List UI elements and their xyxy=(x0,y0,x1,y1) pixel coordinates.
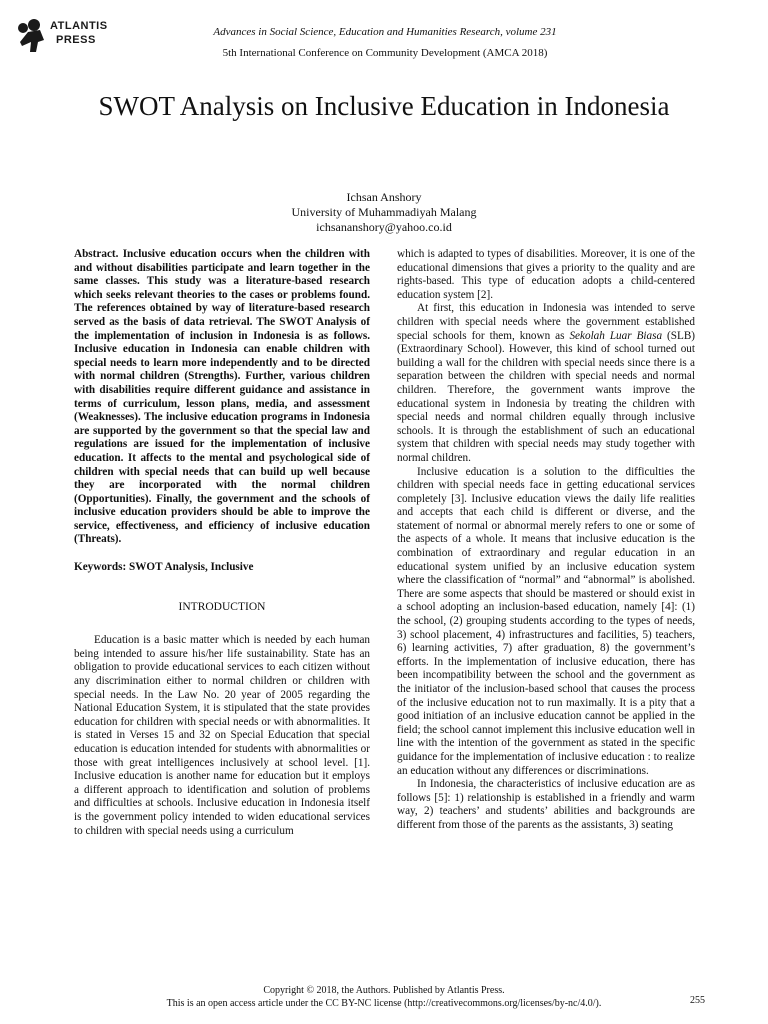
author-name: Ichsan Anshory xyxy=(346,190,422,204)
publisher-name-line1: ATLANTIS xyxy=(50,20,108,32)
author-block xyxy=(150,190,618,235)
left-column xyxy=(74,248,370,838)
page-number: 255 xyxy=(690,995,705,1006)
body-paragraph-2 xyxy=(397,302,695,465)
paragraph-2-text-b: (SLB) (Extraordinary School). However, this kind of school turned out building a wall for the children with special needs since there is a separation between the children with special needs and normal children. Therefore, the government wants improve the educational system in Indonesia by treating the children with special needs and normal children equally through inclusive schools. It is through the establishment of such an educational system that children with special needs may study together with normal children. xyxy=(397,329,696,464)
page-footer xyxy=(100,984,668,1010)
journal-header: Advances in Social Science, Education and Humanities Research, volume 231 xyxy=(213,26,557,38)
publisher-name-line2: PRESS xyxy=(56,34,96,46)
body-paragraph-1: which is adapted to types of disabilities. Moreover, it is one of the educational dimensions that gives a priority to the quality and are rights-based. This type of education adopts a child-centered education system [2]. xyxy=(397,248,695,301)
conference-header: 5th International Conference on Community Development (AMCA 2018) xyxy=(222,47,548,59)
body-paragraph-4: In Indonesia, the characteristics of inclusive education are as follows [5]: 1) relationship is established in a friendly and warm way, 2) teachers’ and students’ abilities and backgrounds are different from those of the parents as the assistants, 3) seating xyxy=(397,778,695,831)
author-affiliation: University of Muhammadiyah Malang xyxy=(291,205,477,219)
intro-paragraph: Education is a basic matter which is needed by each human being intended to assure his/her life sustainability. State has an obligation to provide educational services to each citizen without any discrimination either to normal children or children with special needs. In the Law No. 20 year of 2005 regarding the National Education System, it is stipulated that the state provides education for children with special needs or with abnormalities. It is stated in Verses 15 and 32 on Special Education that special education is education intended for students with abnormalities or those with great intelligences inclusively at school level. [1]. Inclusive education is another name for education but it employs a different approach to identification and solution of problems and difficulties at schools. Inclusive education in Indonesia itself is the government policy intended to widen educational services to children with special needs using a curriculum xyxy=(74,634,370,837)
copyright-line: Copyright © 2018, the Authors. Published by Atlantis Press. xyxy=(263,985,505,996)
paragraph-2-italic-term: Sekolah Luar Biasa xyxy=(569,329,663,342)
author-email: ichsananshory@yahoo.co.id xyxy=(316,220,452,234)
right-column xyxy=(397,248,695,833)
abstract: Abstract. Inclusive education occurs when the children with and without disabilities participate and learn together in the same classes. This study was a literature-based research which seeks relevant theories to the cases or problems found. The references obtained by way of literature-based research served as the basis of data retrieval. The SWOT Analysis of the implementation of inclusion in Indonesia is as follows. Inclusive education in Indonesia can enable children with special needs to learn more independently and to be directed with normal children (Strengths). Further, various children with disabilities require different guidance and assistance in terms of curriculum, lesson plans, media, and assessment (Weaknesses). The inclusive education programs in Indonesia are supported by the government so that the special law and regulations are issued for the implementation of inclusive education. It affects to the mental and psychological side of children with special needs that can build up well because they are incorporated with the normal children (Opportunities). Finally, the government and the schools of inclusive education providers should be able to improve the service, effectiveness, and efficiency of inclusive education (Threats). xyxy=(74,248,370,546)
body-paragraph-3: Inclusive education is a solution to the difficulties the children with special needs face in getting educational services completely [3]. Inclusive education views the daily life realities and accepts that each child is different or diverse, and the statement of normal or abnormal merely refers to one or some of the aspects of a whole. It means that inclusive education is the combination of extraordinary and regular education in an educational system unified by an inclusive education system where the classification of “normal” and “abnormal” is abolished. There are some aspects that should be mastered or should exist in a school adopting an inclusion-based education, namely [4]: (1) the school, (2) grouping students according to the types of needs, 3) school placement, 4) infrastructures and facilities, 5) teachers, 6) learning activities, 7) after graduation, 8) the government’s efforts. In the implementation of inclusive education, there has been incompatibility between the school and the government as the initiator of the inclusion-based school that causes the process of the inclusive education not to run maximally. It is a pity that a good initiation of an inclusive education cannot be applied in the field; the school cannot implement this inclusive education well in line with the intention of the government as stated in the specific guidance for the implementation of inclusive education : to realize an education without any differences or discriminations. xyxy=(397,465,695,777)
paragraph-2-text-a: At first, this education in Indonesia was intended to serve children with special needs where the government established special schools for them, known as xyxy=(397,302,695,342)
paper-title: SWOT Analysis on Inclusive Education in Indonesia xyxy=(98,91,670,121)
atlas-figure-icon xyxy=(14,18,48,56)
section-heading: INTRODUCTION xyxy=(178,600,266,613)
keywords: Keywords: SWOT Analysis, Inclusive xyxy=(74,561,254,574)
publisher-logo xyxy=(14,18,124,64)
publisher-wordmark xyxy=(50,19,108,47)
license-line: This is an open access article under the CC BY-NC license (http://creativecommons.org/licenses/by-nc/4.0/). xyxy=(166,998,602,1009)
